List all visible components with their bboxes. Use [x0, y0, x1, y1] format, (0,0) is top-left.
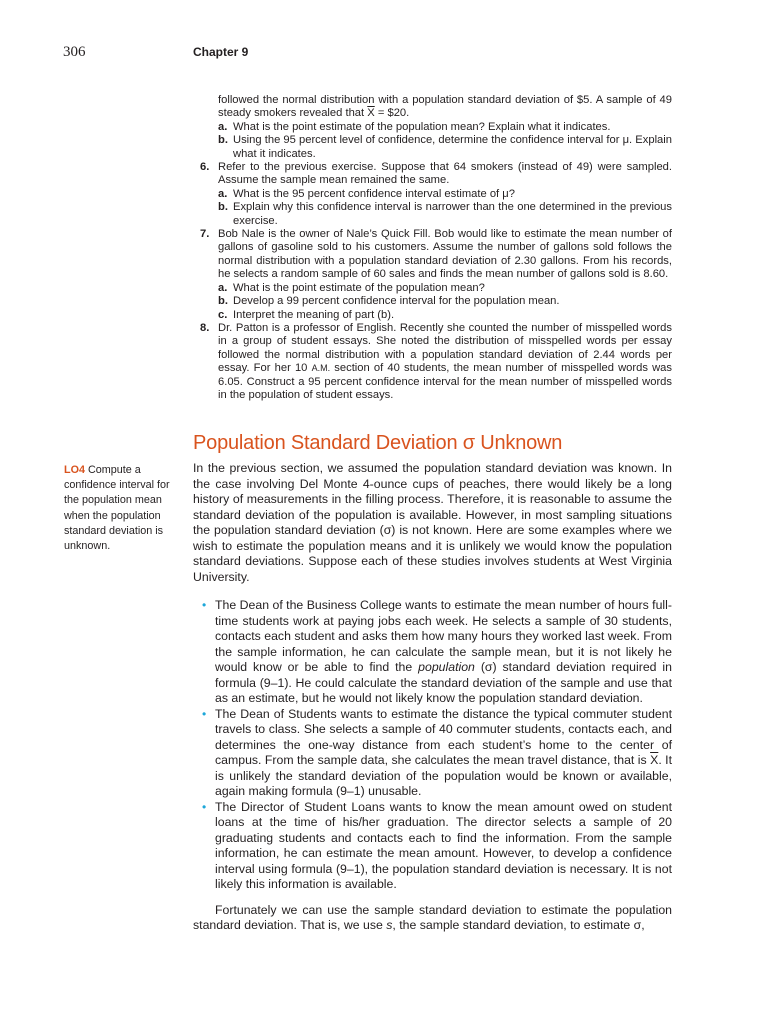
exercise-5-part-b: b. Using the 95 percent level of confidence, determine the confidence interval for μ. Explain what it indicates.: [218, 134, 672, 160]
exercise-5-part-a: a. What is the point estimate of the population mean? Explain what it indicates.: [218, 120, 611, 133]
am-abbrev: A.M.: [311, 363, 331, 374]
exercise-7-part-c: c. Interpret the meaning of part (b).: [218, 308, 395, 321]
x-bar-symbol: $\overline{X}$: [367, 107, 375, 120]
bullet-icon: •: [202, 799, 207, 814]
exercise-6-text: Refer to the previous exercise. Suppose that 64 smokers (instead of 49) were sampled. Assume the sample mean remained the same.: [218, 161, 672, 187]
example-bullet-list: [193, 598, 672, 893]
section-title: Population Standard Deviation σ Unknown: [193, 432, 563, 454]
exercise-list: [200, 94, 672, 402]
bullet-icon: •: [202, 706, 207, 721]
learning-objective-sidebar: [64, 463, 172, 554]
section-body: [193, 461, 672, 934]
exercise-number: 6.: [200, 161, 210, 174]
closing-paragraph: Fortunately we can use the sample standard deviation to estimate the population standard deviation. That is, we use s, the sample standard deviation, to estimate σ,: [193, 902, 672, 932]
exercise-7-part-a: a. What is the point estimate of the population mean?: [218, 281, 485, 294]
learning-objective-text: Compute a confidence interval for the population mean when the population standard deviation is unknown.: [64, 464, 170, 553]
exercise-7-part-b: b. Develop a 99 percent confidence interval for the population mean.: [218, 295, 560, 308]
exercise-6-part-b: b. Explain why this confidence interval is narrower than the one determined in the previous exercise.: [218, 201, 672, 227]
exercise-8: [200, 322, 672, 402]
exercise-number: 7.: [200, 228, 210, 241]
intro-paragraph: In the previous section, we assumed the population standard deviation was known. In the case involving Del Monte 4-ounce cups of peaches, there would likely be a long history of measurements in the filling process. Therefore, it is reasonable to assume the standard deviation of the population is available. However, in most sampling situations the population standard deviation (σ) is not known. Here are some examples where we wish to estimate the population means and it is unlikely we would know the population standard deviations. Suppose each of these studies involves students at West Virginia University.: [193, 461, 672, 584]
learning-objective-label: LO4: [64, 464, 85, 476]
chapter-header: Chapter 9: [193, 45, 249, 59]
bullet-item-student-loans: • The Director of Student Loans wants to know the mean amount owed on student loans at the time of his/her graduation. The director selects a sample of 20 graduating students and contacts each to find the information. From the sample information, he can estimate the mean amount. However, to develop a confidence interval using formula (9–1), the population standard deviation is necessary. It is not likely this information is available.: [202, 799, 672, 891]
bullet-item-dean-of-students: • The Dean of Students wants to estimate the distance the typical commuter student travels to class. She selects a sample of 40 commuter students, contacts each, and determines the one-way distance from each student’s home to the center of campus. From the sample data, she calculates the mean travel distance, that is $\overline{X}$. It is unlikely the standard deviation of the population would be known or available, again making formula (9–1) unusable.: [202, 706, 673, 798]
exercise-5-text: followed the normal distribution with a population standard deviation of $5. A sample of 49 steady smokers revealed that $\overline{X}$ = $20.: [218, 94, 672, 120]
exercise-6: [200, 161, 672, 228]
bullet-item-business-college: • The Dean of the Business College wants to estimate the mean number of hours full-time students work at paying jobs each week. He selects a sample of 30 students, contacts each student and asks them how many hours they worked last week. From the sample information, he can calculate the sample mean, but it is not likely he would know or be able to find the population (σ) standard deviation required in formula (9–1). He could calculate the standard deviation of the sample and use that as an estimate, but he would not likely know the population standard deviation.: [202, 598, 672, 705]
bullet-icon: •: [202, 598, 207, 612]
exercise-7-text: Bob Nale is the owner of Nale’s Quick Fill. Bob would like to estimate the mean number of gallons of gasoline sold to his customers. Assume the number of gallons sold follows the normal distribution with a population standard deviation of 2.30 gallons. From his records, he selects a random sample of 60 sales and finds the mean number of gallons sold is 8.60.: [218, 228, 672, 281]
exercise-number: 8.: [200, 321, 210, 334]
exercise-7: [200, 228, 672, 322]
page-number: 306: [63, 44, 86, 60]
exercise-5-continued: [200, 94, 672, 161]
x-bar-symbol: $\overline{X}$: [650, 753, 659, 767]
exercise-8-text: Dr. Patton is a professor of English. Recently she counted the number of misspelled words in a group of student essays. She noted the distribution of misspelled words per essay followed the normal distribution with a population standard deviation of 2.44 words per essay. For her 10 A.M. section of 40 students, the mean number of misspelled words was 6.05. Construct a 95 percent confidence interval for the mean number of misspelled words in the population of student essays.: [218, 321, 672, 401]
exercise-6-part-a: a. What is the 95 percent confidence interval estimate of μ?: [218, 187, 515, 200]
